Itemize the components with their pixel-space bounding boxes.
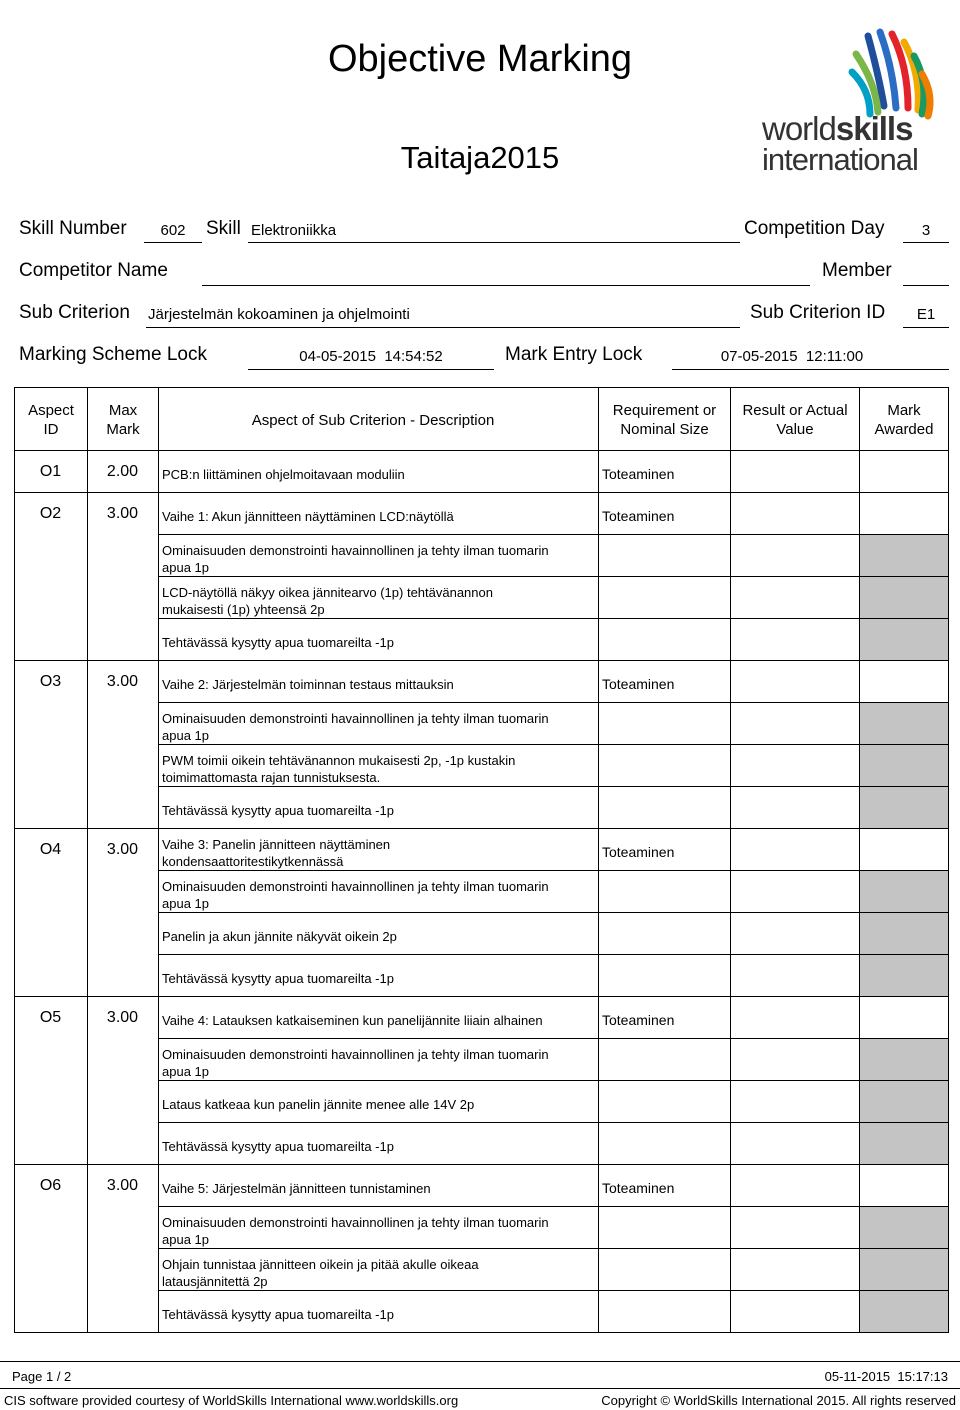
description-text: LCD-näytöllä näkyy oikea jännitearvo (1p) tehtävänannon — [162, 585, 493, 600]
awarded-cell-disabled — [859, 912, 949, 955]
description-text: Ominaisuuden demonstrointi havainnollinen ja tehty ilman tuomarin — [162, 543, 549, 558]
description-text: apua 1p — [162, 560, 209, 575]
skill-number-line — [144, 241, 202, 243]
requirement-cell — [598, 618, 731, 661]
requirement-cell — [598, 1080, 731, 1123]
awarded-cell-disabled — [859, 870, 949, 913]
result-cell — [730, 534, 860, 577]
description-text: kondensaattoritestikytkennässä — [162, 854, 344, 869]
requirement-cell — [598, 576, 731, 619]
col-result-label-2: Value — [776, 421, 814, 438]
col-max-mark-label-1: Max — [108, 402, 138, 419]
sub-criterion-id-label: Sub Criterion ID — [750, 302, 886, 323]
awarded-cell-disabled — [859, 1248, 949, 1291]
col-description-label: Aspect of Sub Criterion - Description — [251, 412, 495, 429]
aspect-id: O6 — [39, 1177, 62, 1194]
awarded-cell-disabled — [859, 786, 949, 829]
result-cell — [730, 450, 860, 493]
sub-criterion-id-line — [903, 326, 949, 328]
col-aspect-id-label-1: Aspect — [28, 402, 74, 419]
description-text: Ominaisuuden demonstrointi havainnollinen ja tehty ilman tuomarin — [162, 1047, 549, 1062]
worldskills-logo — [756, 28, 936, 178]
mark-entry-lock-value: 07-05-2015 12:11:00 — [720, 348, 864, 365]
sub-criterion-line — [146, 326, 740, 328]
description-text: apua 1p — [162, 1232, 209, 1247]
marking-scheme-lock-label: Marking Scheme Lock — [19, 344, 207, 365]
requirement-cell — [598, 1290, 731, 1333]
col-awarded-label-1: Mark — [887, 402, 921, 419]
awarded-cell-disabled — [859, 1122, 949, 1165]
col-requirement-label-1: Requirement or — [612, 402, 717, 419]
requirement-cell — [598, 534, 731, 577]
result-cell — [730, 702, 860, 745]
max-mark: 3.00 — [106, 1009, 139, 1026]
result-cell — [730, 912, 860, 955]
description-text: PCB:n liittäminen ohjelmoitavaan moduliin — [162, 467, 405, 482]
result-cell — [730, 744, 860, 787]
requirement-cell — [598, 1122, 731, 1165]
awarded-cell-disabled — [859, 744, 949, 787]
event-subtitle: Taitaja2015 — [400, 140, 560, 175]
logo-text-international: international — [762, 142, 918, 177]
competition-day-line — [903, 241, 949, 243]
result-cell — [730, 576, 860, 619]
aspect-id: O1 — [39, 463, 62, 480]
result-cell — [730, 618, 860, 661]
mark-awarded-input[interactable] — [859, 660, 949, 703]
description-text: Ohjain tunnistaa jännitteen oikein ja pitää akulle oikeaa — [162, 1257, 479, 1272]
skill-line — [248, 241, 740, 243]
description-text: Tehtävässä kysytty apua tuomareilta -1p — [162, 635, 394, 650]
description-text: toimimattomasta rajan tunnistuksesta. — [162, 770, 381, 785]
mark-awarded-input[interactable] — [859, 828, 949, 871]
description-text: mukaisesti (1p) yhteensä 2p — [162, 602, 325, 617]
requirement-text: Toteaminen — [602, 1012, 675, 1028]
mark-awarded-input[interactable] — [859, 492, 949, 535]
result-cell — [730, 1248, 860, 1291]
max-mark: 3.00 — [106, 505, 139, 522]
description-text: Tehtävässä kysytty apua tuomareilta -1p — [162, 1307, 394, 1322]
marking-scheme-lock-value: 04-05-2015 14:54:52 — [299, 348, 443, 365]
col-aspect-id-label-2: ID — [43, 421, 59, 438]
logo-text-skills: skills — [835, 110, 913, 147]
requirement-text: Toteaminen — [602, 676, 675, 692]
footer-divider-2 — [0, 1387, 960, 1389]
requirement-cell — [598, 1038, 731, 1081]
result-cell — [730, 954, 860, 997]
requirement-text: Toteaminen — [602, 508, 675, 524]
copyright-text: Copyright © WorldSkills International 2015. All rights reserved — [601, 1393, 956, 1408]
requirement-text: Toteaminen — [602, 466, 675, 482]
description-text: Tehtävässä kysytty apua tuomareilta -1p — [162, 803, 394, 818]
member-line — [903, 284, 949, 286]
aspect-id: O4 — [39, 841, 62, 858]
awarded-cell-disabled — [859, 1290, 949, 1333]
requirement-cell — [598, 1248, 731, 1291]
skill-label: Skill — [206, 218, 241, 239]
mark-awarded-input[interactable] — [859, 1164, 949, 1207]
awarded-cell-disabled — [859, 702, 949, 745]
requirement-text: Toteaminen — [602, 844, 675, 860]
awarded-cell-disabled — [859, 1206, 949, 1249]
competitor-name-label: Competitor Name — [19, 260, 168, 281]
result-cell — [730, 1164, 860, 1207]
result-cell — [730, 1080, 860, 1123]
result-cell — [730, 828, 860, 871]
requirement-text: Toteaminen — [602, 1180, 675, 1196]
requirement-cell — [598, 702, 731, 745]
description-text: Ominaisuuden demonstrointi havainnollinen ja tehty ilman tuomarin — [162, 1215, 549, 1230]
aspect-id: O5 — [39, 1009, 62, 1026]
result-cell — [730, 660, 860, 703]
skill-number-label: Skill Number — [19, 218, 127, 239]
footer-divider — [0, 1360, 960, 1362]
awarded-cell-disabled — [859, 534, 949, 577]
awarded-cell-disabled — [859, 1038, 949, 1081]
description-text: Vaihe 2: Järjestelmän toiminnan testaus mittauksin — [162, 677, 454, 692]
result-cell — [730, 1206, 860, 1249]
description-text: Vaihe 4: Latauksen katkaiseminen kun panelijännite liiain alhainen — [162, 1013, 543, 1028]
mark-entry-lock-line — [672, 368, 949, 370]
result-cell — [730, 996, 860, 1039]
col-max-mark-label-2: Mark — [106, 421, 140, 438]
requirement-cell — [598, 870, 731, 913]
sub-criterion-label: Sub Criterion — [19, 302, 130, 323]
mark-awarded-input[interactable] — [859, 450, 949, 493]
description-text: Panelin ja akun jännite näkyvät oikein 2p — [162, 929, 397, 944]
requirement-cell — [598, 786, 731, 829]
result-cell — [730, 492, 860, 535]
description-text: latausjännitettä 2p — [162, 1274, 268, 1289]
requirement-cell — [598, 954, 731, 997]
competition-day-label: Competition Day — [744, 218, 885, 239]
description-text: Tehtävässä kysytty apua tuomareilta -1p — [162, 971, 394, 986]
awarded-cell-disabled — [859, 576, 949, 619]
courtesy-text: CIS software provided courtesy of WorldSkills International www.worldskills.org — [4, 1393, 459, 1408]
col-result-label-1: Result or Actual — [742, 402, 848, 419]
skill-value: Elektroniikka — [251, 222, 337, 239]
description-text: apua 1p — [162, 1064, 209, 1079]
member-label: Member — [822, 260, 892, 281]
max-mark: 3.00 — [106, 841, 139, 858]
awarded-cell-disabled — [859, 954, 949, 997]
page-title: Objective Marking — [327, 38, 633, 80]
requirement-cell — [598, 1206, 731, 1249]
awarded-cell-disabled — [859, 1080, 949, 1123]
max-mark: 3.00 — [106, 1177, 139, 1194]
result-cell — [730, 870, 860, 913]
page-number: Page 1 / 2 — [12, 1369, 72, 1384]
description-text: Vaihe 5: Järjestelmän jännitteen tunnistaminen — [162, 1181, 431, 1196]
description-text: Ominaisuuden demonstrointi havainnollinen ja tehty ilman tuomarin — [162, 711, 549, 726]
description-text: Ominaisuuden demonstrointi havainnollinen ja tehty ilman tuomarin — [162, 879, 549, 894]
result-cell — [730, 1038, 860, 1081]
skill-number-value: 602 — [160, 222, 186, 239]
description-text: PWM toimii oikein tehtävänannon mukaisesti 2p, -1p kustakin — [162, 753, 516, 768]
sub-criterion-value: Järjestelmän kokoaminen ja ohjelmointi — [148, 306, 410, 323]
result-cell — [730, 786, 860, 829]
result-cell — [730, 1122, 860, 1165]
aspect-id: O2 — [39, 505, 62, 522]
print-timestamp: 05-11-2015 15:17:13 — [824, 1369, 948, 1384]
requirement-cell — [598, 744, 731, 787]
description-text: Tehtävässä kysytty apua tuomareilta -1p — [162, 1139, 394, 1154]
competition-day-value: 3 — [921, 222, 931, 239]
col-awarded-label-2: Awarded — [874, 421, 934, 438]
marking-scheme-lock-line — [248, 368, 494, 370]
aspect-id: O3 — [39, 673, 62, 690]
requirement-cell — [598, 912, 731, 955]
sub-criterion-id-value: E1 — [916, 306, 936, 323]
mark-awarded-input[interactable] — [859, 996, 949, 1039]
mark-entry-lock-label: Mark Entry Lock — [505, 344, 643, 365]
max-mark: 3.00 — [106, 673, 139, 690]
max-mark: 2.00 — [106, 463, 139, 480]
logo-text-world: world — [762, 110, 836, 147]
col-requirement-label-2: Nominal Size — [620, 421, 709, 438]
description-text: Vaihe 1: Akun jännitteen näyttäminen LCD:näytöllä — [162, 509, 454, 524]
description-text: Vaihe 3: Panelin jännitteen näyttäminen — [162, 837, 391, 852]
description-text: apua 1p — [162, 896, 209, 911]
awarded-cell-disabled — [859, 618, 949, 661]
description-text: apua 1p — [162, 728, 209, 743]
result-cell — [730, 1290, 860, 1333]
description-text: Lataus katkeaa kun panelin jännite menee alle 14V 2p — [162, 1097, 475, 1112]
competitor-name-line — [202, 284, 810, 286]
